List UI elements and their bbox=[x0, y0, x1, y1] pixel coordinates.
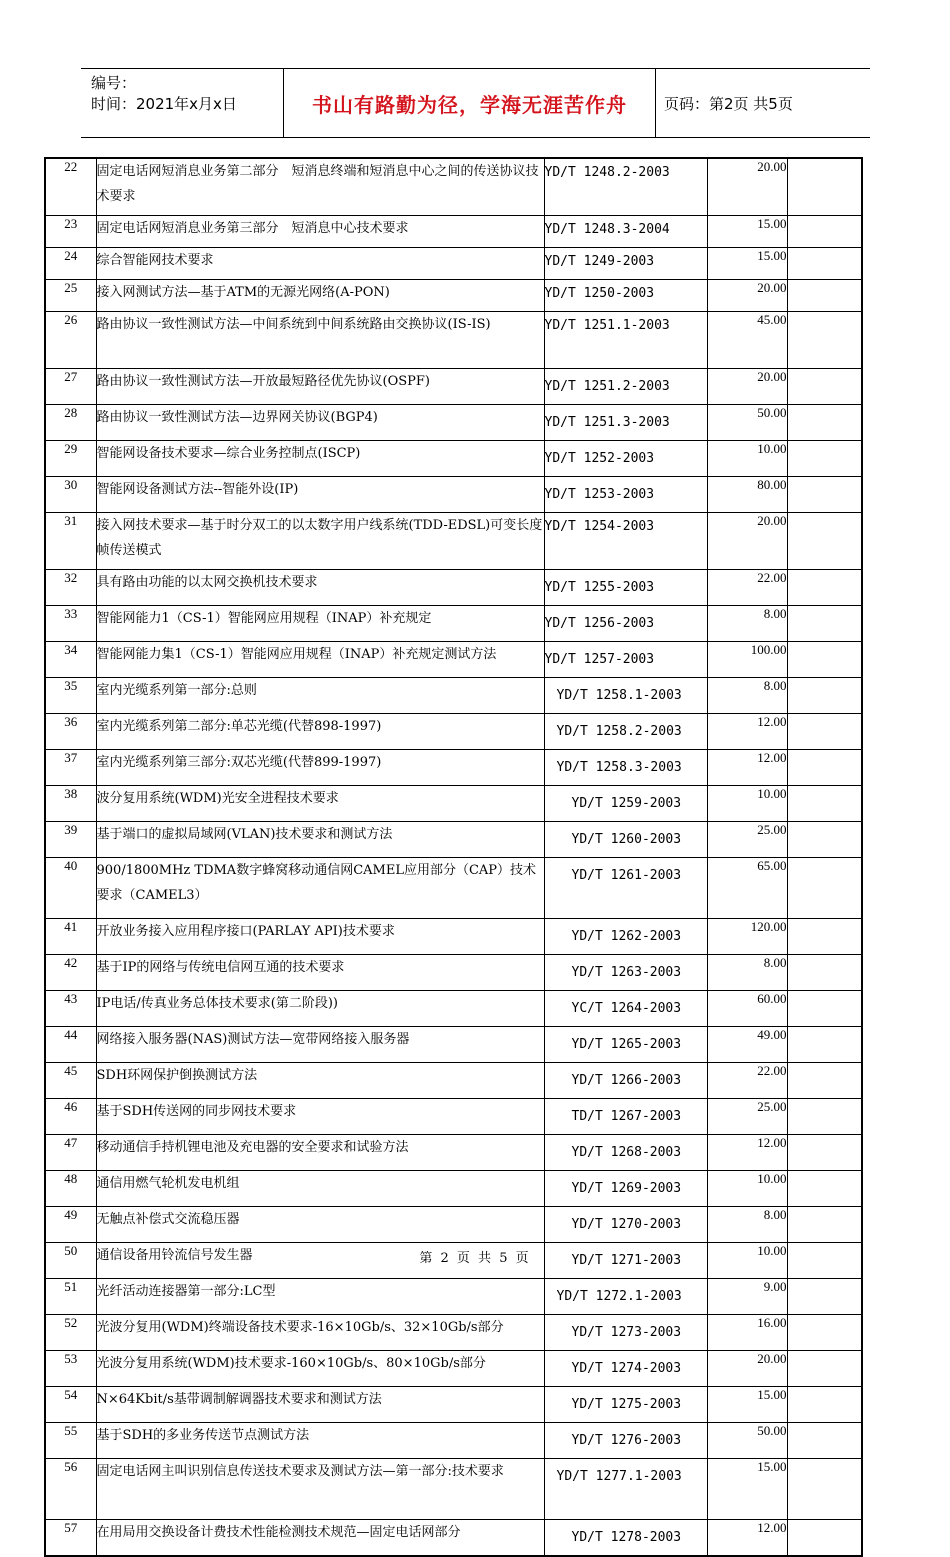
row-number: 39 bbox=[45, 822, 96, 858]
price: 16.00 bbox=[707, 1315, 787, 1351]
standard-code: YD/T 1257-2003 bbox=[544, 642, 707, 678]
standard-name: SDH环网保护倒换测试方法 bbox=[96, 1063, 544, 1099]
standard-name: 移动通信手持机锂电池及充电器的安全要求和试验方法 bbox=[96, 1135, 544, 1171]
standard-code: YD/T 1276-2003 bbox=[544, 1423, 707, 1459]
empty-cell bbox=[787, 477, 862, 513]
row-number: 42 bbox=[45, 955, 96, 991]
standard-code: YC/T 1264-2003 bbox=[544, 991, 707, 1027]
row-number: 37 bbox=[45, 750, 96, 786]
empty-cell bbox=[787, 312, 862, 369]
empty-cell bbox=[787, 1207, 862, 1243]
empty-cell bbox=[787, 919, 862, 955]
header-left bbox=[81, 69, 283, 137]
price: 10.00 bbox=[707, 1243, 787, 1279]
standard-name: 室内光缆系列第二部分:单芯光缆(代替898-1997) bbox=[96, 714, 544, 750]
table-row bbox=[45, 786, 862, 822]
empty-cell bbox=[787, 1520, 862, 1557]
table-row bbox=[45, 858, 862, 919]
empty-cell bbox=[787, 606, 862, 642]
empty-cell bbox=[787, 991, 862, 1027]
price: 8.00 bbox=[707, 955, 787, 991]
empty-cell bbox=[787, 822, 862, 858]
standard-code: YD/T 1270-2003 bbox=[544, 1207, 707, 1243]
standard-name: 光纤活动连接器第一部分:LC型 bbox=[96, 1279, 544, 1315]
price: 9.00 bbox=[707, 1279, 787, 1315]
table-row bbox=[45, 1279, 862, 1315]
standard-code: YD/T 1255-2003 bbox=[544, 570, 707, 606]
standard-code: YD/T 1277.1-2003 bbox=[544, 1459, 707, 1520]
price: 8.00 bbox=[707, 678, 787, 714]
price: 12.00 bbox=[707, 750, 787, 786]
table-row bbox=[45, 248, 862, 280]
standard-name: 基于SDH传送网的同步网技术要求 bbox=[96, 1099, 544, 1135]
empty-cell bbox=[787, 1315, 862, 1351]
standard-code: YD/T 1269-2003 bbox=[544, 1171, 707, 1207]
empty-cell bbox=[787, 955, 862, 991]
standard-name: 路由协议一致性测试方法—边界网关协议(BGP4) bbox=[96, 405, 544, 441]
empty-cell bbox=[787, 1423, 862, 1459]
standard-name: 智能网设备测试方法--智能外设(IP) bbox=[96, 477, 544, 513]
table-row bbox=[45, 1171, 862, 1207]
price: 15.00 bbox=[707, 216, 787, 248]
price: 20.00 bbox=[707, 158, 787, 216]
price: 15.00 bbox=[707, 248, 787, 280]
table-row bbox=[45, 1315, 862, 1351]
standard-name: 光波分复用(WDM)终端设备技术要求-16×10Gb/s、32×10Gb/s部分 bbox=[96, 1315, 544, 1351]
row-number: 35 bbox=[45, 678, 96, 714]
row-number: 40 bbox=[45, 858, 96, 919]
empty-cell bbox=[787, 858, 862, 919]
standard-name: 智能网能力1（CS-1）智能网应用规程（INAP）补充规定 bbox=[96, 606, 544, 642]
standard-name: 网络接入服务器(NAS)测试方法—宽带网络接入服务器 bbox=[96, 1027, 544, 1063]
table-row bbox=[45, 216, 862, 248]
price: 22.00 bbox=[707, 570, 787, 606]
empty-cell bbox=[787, 750, 862, 786]
standard-code: YD/T 1259-2003 bbox=[544, 786, 707, 822]
serial-label: 编号： bbox=[91, 74, 137, 92]
table-row bbox=[45, 991, 862, 1027]
row-number: 31 bbox=[45, 513, 96, 570]
standard-code: YD/T 1258.1-2003 bbox=[544, 678, 707, 714]
row-number: 57 bbox=[45, 1520, 96, 1557]
standard-name: 基于IP的网络与传统电信网互通的技术要求 bbox=[96, 955, 544, 991]
row-number: 44 bbox=[45, 1027, 96, 1063]
table-row bbox=[45, 1063, 862, 1099]
row-number: 25 bbox=[45, 280, 96, 312]
row-number: 49 bbox=[45, 1207, 96, 1243]
price: 65.00 bbox=[707, 858, 787, 919]
table-row bbox=[45, 570, 862, 606]
empty-cell bbox=[787, 678, 862, 714]
standard-name: 无触点补偿式交流稳压器 bbox=[96, 1207, 544, 1243]
table-row bbox=[45, 1027, 862, 1063]
standard-code: YD/T 1258.2-2003 bbox=[544, 714, 707, 750]
standard-name: 接入网技术要求—基于时分双工的以太数字用户线系统(TDD-EDSL)可变长度帧传送模式 bbox=[96, 513, 544, 570]
row-number: 29 bbox=[45, 441, 96, 477]
price: 10.00 bbox=[707, 441, 787, 477]
standard-name: 光波分复用系统(WDM)技术要求-160×10Gb/s、80×10Gb/s部分 bbox=[96, 1351, 544, 1387]
price: 120.00 bbox=[707, 919, 787, 955]
price: 8.00 bbox=[707, 1207, 787, 1243]
standard-code: YD/T 1271-2003 bbox=[544, 1243, 707, 1279]
row-number: 48 bbox=[45, 1171, 96, 1207]
empty-cell bbox=[787, 786, 862, 822]
standard-name: 通信设备用铃流信号发生器 bbox=[96, 1243, 544, 1279]
price: 20.00 bbox=[707, 280, 787, 312]
standard-name: 在用局用交换设备计费技术性能检测技术规范—固定电话网部分 bbox=[96, 1520, 544, 1557]
standard-code: YD/T 1261-2003 bbox=[544, 858, 707, 919]
empty-cell bbox=[787, 1027, 862, 1063]
table-row bbox=[45, 1207, 862, 1243]
standard-code: YD/T 1251.3-2003 bbox=[544, 405, 707, 441]
table-row bbox=[45, 642, 862, 678]
price: 20.00 bbox=[707, 1351, 787, 1387]
empty-cell bbox=[787, 1171, 862, 1207]
standard-code: YD/T 1272.1-2003 bbox=[544, 1279, 707, 1315]
price: 50.00 bbox=[707, 1423, 787, 1459]
price: 100.00 bbox=[707, 642, 787, 678]
row-number: 43 bbox=[45, 991, 96, 1027]
table-row bbox=[45, 312, 862, 369]
standard-name: 接入网测试方法—基于ATM的无源光网络(A-PON) bbox=[96, 280, 544, 312]
empty-cell bbox=[787, 216, 862, 248]
standard-code: YD/T 1275-2003 bbox=[544, 1387, 707, 1423]
empty-cell bbox=[787, 513, 862, 570]
page-indicator: 页码：第2页 共5页 bbox=[664, 94, 793, 113]
empty-cell bbox=[787, 405, 862, 441]
price: 12.00 bbox=[707, 714, 787, 750]
price: 45.00 bbox=[707, 312, 787, 369]
standard-name: 波分复用系统(WDM)光安全进程技术要求 bbox=[96, 786, 544, 822]
table-row bbox=[45, 1351, 862, 1387]
price: 80.00 bbox=[707, 477, 787, 513]
row-number: 36 bbox=[45, 714, 96, 750]
standard-name: 固定电话网主叫识别信息传送技术要求及测试方法—第一部分:技术要求 bbox=[96, 1459, 544, 1520]
standard-name: 固定电话网短消息业务第三部分 短消息中心技术要求 bbox=[96, 216, 544, 248]
row-number: 56 bbox=[45, 1459, 96, 1520]
table-row bbox=[45, 955, 862, 991]
standard-code: YD/T 1250-2003 bbox=[544, 280, 707, 312]
table-row bbox=[45, 919, 862, 955]
empty-cell bbox=[787, 248, 862, 280]
price: 12.00 bbox=[707, 1520, 787, 1557]
empty-cell bbox=[787, 1063, 862, 1099]
page-footer: 第 2 页 共 5 页 bbox=[419, 1251, 531, 1266]
empty-cell bbox=[787, 570, 862, 606]
standard-code: YD/T 1268-2003 bbox=[544, 1135, 707, 1171]
empty-cell bbox=[787, 441, 862, 477]
standard-name: 智能网能力集1（CS-1）智能网应用规程（INAP）补充规定测试方法 bbox=[96, 642, 544, 678]
motto: 书山有路勤为径，学海无涯苦作舟 bbox=[283, 69, 656, 137]
standard-code: YD/T 1265-2003 bbox=[544, 1027, 707, 1063]
table-row bbox=[45, 822, 862, 858]
row-number: 53 bbox=[45, 1351, 96, 1387]
standard-code: YD/T 1251.2-2003 bbox=[544, 369, 707, 405]
table-row bbox=[45, 405, 862, 441]
price: 20.00 bbox=[707, 513, 787, 570]
table-row bbox=[45, 1135, 862, 1171]
standard-name: 智能网设备技术要求—综合业务控制点(ISCP) bbox=[96, 441, 544, 477]
table-row bbox=[45, 606, 862, 642]
row-number: 52 bbox=[45, 1315, 96, 1351]
standard-name: 通信用燃气轮机发电机组 bbox=[96, 1171, 544, 1207]
table-row bbox=[45, 1423, 862, 1459]
standard-code: TD/T 1267-2003 bbox=[544, 1099, 707, 1135]
price: 8.00 bbox=[707, 606, 787, 642]
standards-table bbox=[44, 157, 863, 1557]
row-number: 27 bbox=[45, 369, 96, 405]
empty-cell bbox=[787, 280, 862, 312]
empty-cell bbox=[787, 714, 862, 750]
row-number: 46 bbox=[45, 1099, 96, 1135]
row-number: 24 bbox=[45, 248, 96, 280]
standard-code: YD/T 1252-2003 bbox=[544, 441, 707, 477]
price: 10.00 bbox=[707, 786, 787, 822]
standard-code: YD/T 1248.3-2004 bbox=[544, 216, 707, 248]
table-row bbox=[45, 1387, 862, 1423]
table-row bbox=[45, 1459, 862, 1520]
row-number: 51 bbox=[45, 1279, 96, 1315]
standard-code: YD/T 1260-2003 bbox=[544, 822, 707, 858]
price: 50.00 bbox=[707, 405, 787, 441]
standard-name: IP电话/传真业务总体技术要求(第二阶段)) bbox=[96, 991, 544, 1027]
row-number: 30 bbox=[45, 477, 96, 513]
row-number: 32 bbox=[45, 570, 96, 606]
row-number: 45 bbox=[45, 1063, 96, 1099]
price: 49.00 bbox=[707, 1027, 787, 1063]
row-number: 54 bbox=[45, 1387, 96, 1423]
price: 60.00 bbox=[707, 991, 787, 1027]
standard-code: YD/T 1256-2003 bbox=[544, 606, 707, 642]
standard-code: YD/T 1274-2003 bbox=[544, 1351, 707, 1387]
standard-code: YD/T 1251.1-2003 bbox=[544, 312, 707, 369]
table-row bbox=[45, 1099, 862, 1135]
standard-name: 室内光缆系列第一部分:总则 bbox=[96, 678, 544, 714]
empty-cell bbox=[787, 1351, 862, 1387]
standard-code: YD/T 1262-2003 bbox=[544, 919, 707, 955]
empty-cell bbox=[787, 158, 862, 216]
price: 10.00 bbox=[707, 1171, 787, 1207]
standard-name: 综合智能网技术要求 bbox=[96, 248, 544, 280]
standard-name: 路由协议一致性测试方法—中间系统到中间系统路由交换协议(IS-IS) bbox=[96, 312, 544, 369]
row-number: 38 bbox=[45, 786, 96, 822]
table-row bbox=[45, 678, 862, 714]
empty-cell bbox=[787, 369, 862, 405]
standard-code: YD/T 1248.2-2003 bbox=[544, 158, 707, 216]
row-number: 28 bbox=[45, 405, 96, 441]
standard-name: 开放业务接入应用程序接口(PARLAY API)技术要求 bbox=[96, 919, 544, 955]
table-row bbox=[45, 750, 862, 786]
table-row bbox=[45, 1520, 862, 1557]
table-row bbox=[45, 158, 862, 216]
table-row bbox=[45, 714, 862, 750]
table-row bbox=[45, 280, 862, 312]
standard-code: YD/T 1273-2003 bbox=[544, 1315, 707, 1351]
standard-name: 900/1800MHz TDMA数字蜂窝移动通信网CAMEL应用部分（CAP）技术要求（CAMEL3） bbox=[96, 858, 544, 919]
price: 25.00 bbox=[707, 822, 787, 858]
standard-name: 室内光缆系列第三部分:双芯光缆(代替899-1997) bbox=[96, 750, 544, 786]
standard-name: 固定电话网短消息业务第二部分 短消息终端和短消息中心之间的传送协议技术要求 bbox=[96, 158, 544, 216]
standard-code: YD/T 1253-2003 bbox=[544, 477, 707, 513]
empty-cell bbox=[787, 1279, 862, 1315]
row-number: 55 bbox=[45, 1423, 96, 1459]
empty-cell bbox=[787, 1387, 862, 1423]
standard-name: 基于SDH的多业务传送节点测试方法 bbox=[96, 1423, 544, 1459]
table-row bbox=[45, 369, 862, 405]
standard-name: 路由协议一致性测试方法—开放最短路径优先协议(OSPF) bbox=[96, 369, 544, 405]
standard-code: YD/T 1278-2003 bbox=[544, 1520, 707, 1557]
standard-name: 具有路由功能的以太网交换机技术要求 bbox=[96, 570, 544, 606]
table-row bbox=[45, 441, 862, 477]
price: 12.00 bbox=[707, 1135, 787, 1171]
price: 20.00 bbox=[707, 369, 787, 405]
price: 15.00 bbox=[707, 1459, 787, 1520]
page-header bbox=[81, 68, 870, 138]
standard-code: YD/T 1249-2003 bbox=[544, 248, 707, 280]
row-number: 33 bbox=[45, 606, 96, 642]
row-number: 34 bbox=[45, 642, 96, 678]
row-number: 26 bbox=[45, 312, 96, 369]
row-number: 41 bbox=[45, 919, 96, 955]
row-number: 22 bbox=[45, 158, 96, 216]
price: 15.00 bbox=[707, 1387, 787, 1423]
table-row bbox=[45, 513, 862, 570]
empty-cell bbox=[787, 1135, 862, 1171]
table-row bbox=[45, 477, 862, 513]
standard-code: YD/T 1258.3-2003 bbox=[544, 750, 707, 786]
standard-code: YD/T 1263-2003 bbox=[544, 955, 707, 991]
price: 25.00 bbox=[707, 1099, 787, 1135]
standard-name: 基于端口的虚拟局域网(VLAN)技术要求和测试方法 bbox=[96, 822, 544, 858]
date-label: 时间：2021年x月x日 bbox=[91, 95, 237, 113]
price: 22.00 bbox=[707, 1063, 787, 1099]
row-number: 23 bbox=[45, 216, 96, 248]
empty-cell bbox=[787, 1459, 862, 1520]
row-number: 50 bbox=[45, 1243, 96, 1279]
empty-cell bbox=[787, 1099, 862, 1135]
empty-cell bbox=[787, 642, 862, 678]
row-number: 47 bbox=[45, 1135, 96, 1171]
standard-code: YD/T 1266-2003 bbox=[544, 1063, 707, 1099]
standard-name: N×64Kbit/s基带调制解调器技术要求和测试方法 bbox=[96, 1387, 544, 1423]
standard-code: YD/T 1254-2003 bbox=[544, 513, 707, 570]
